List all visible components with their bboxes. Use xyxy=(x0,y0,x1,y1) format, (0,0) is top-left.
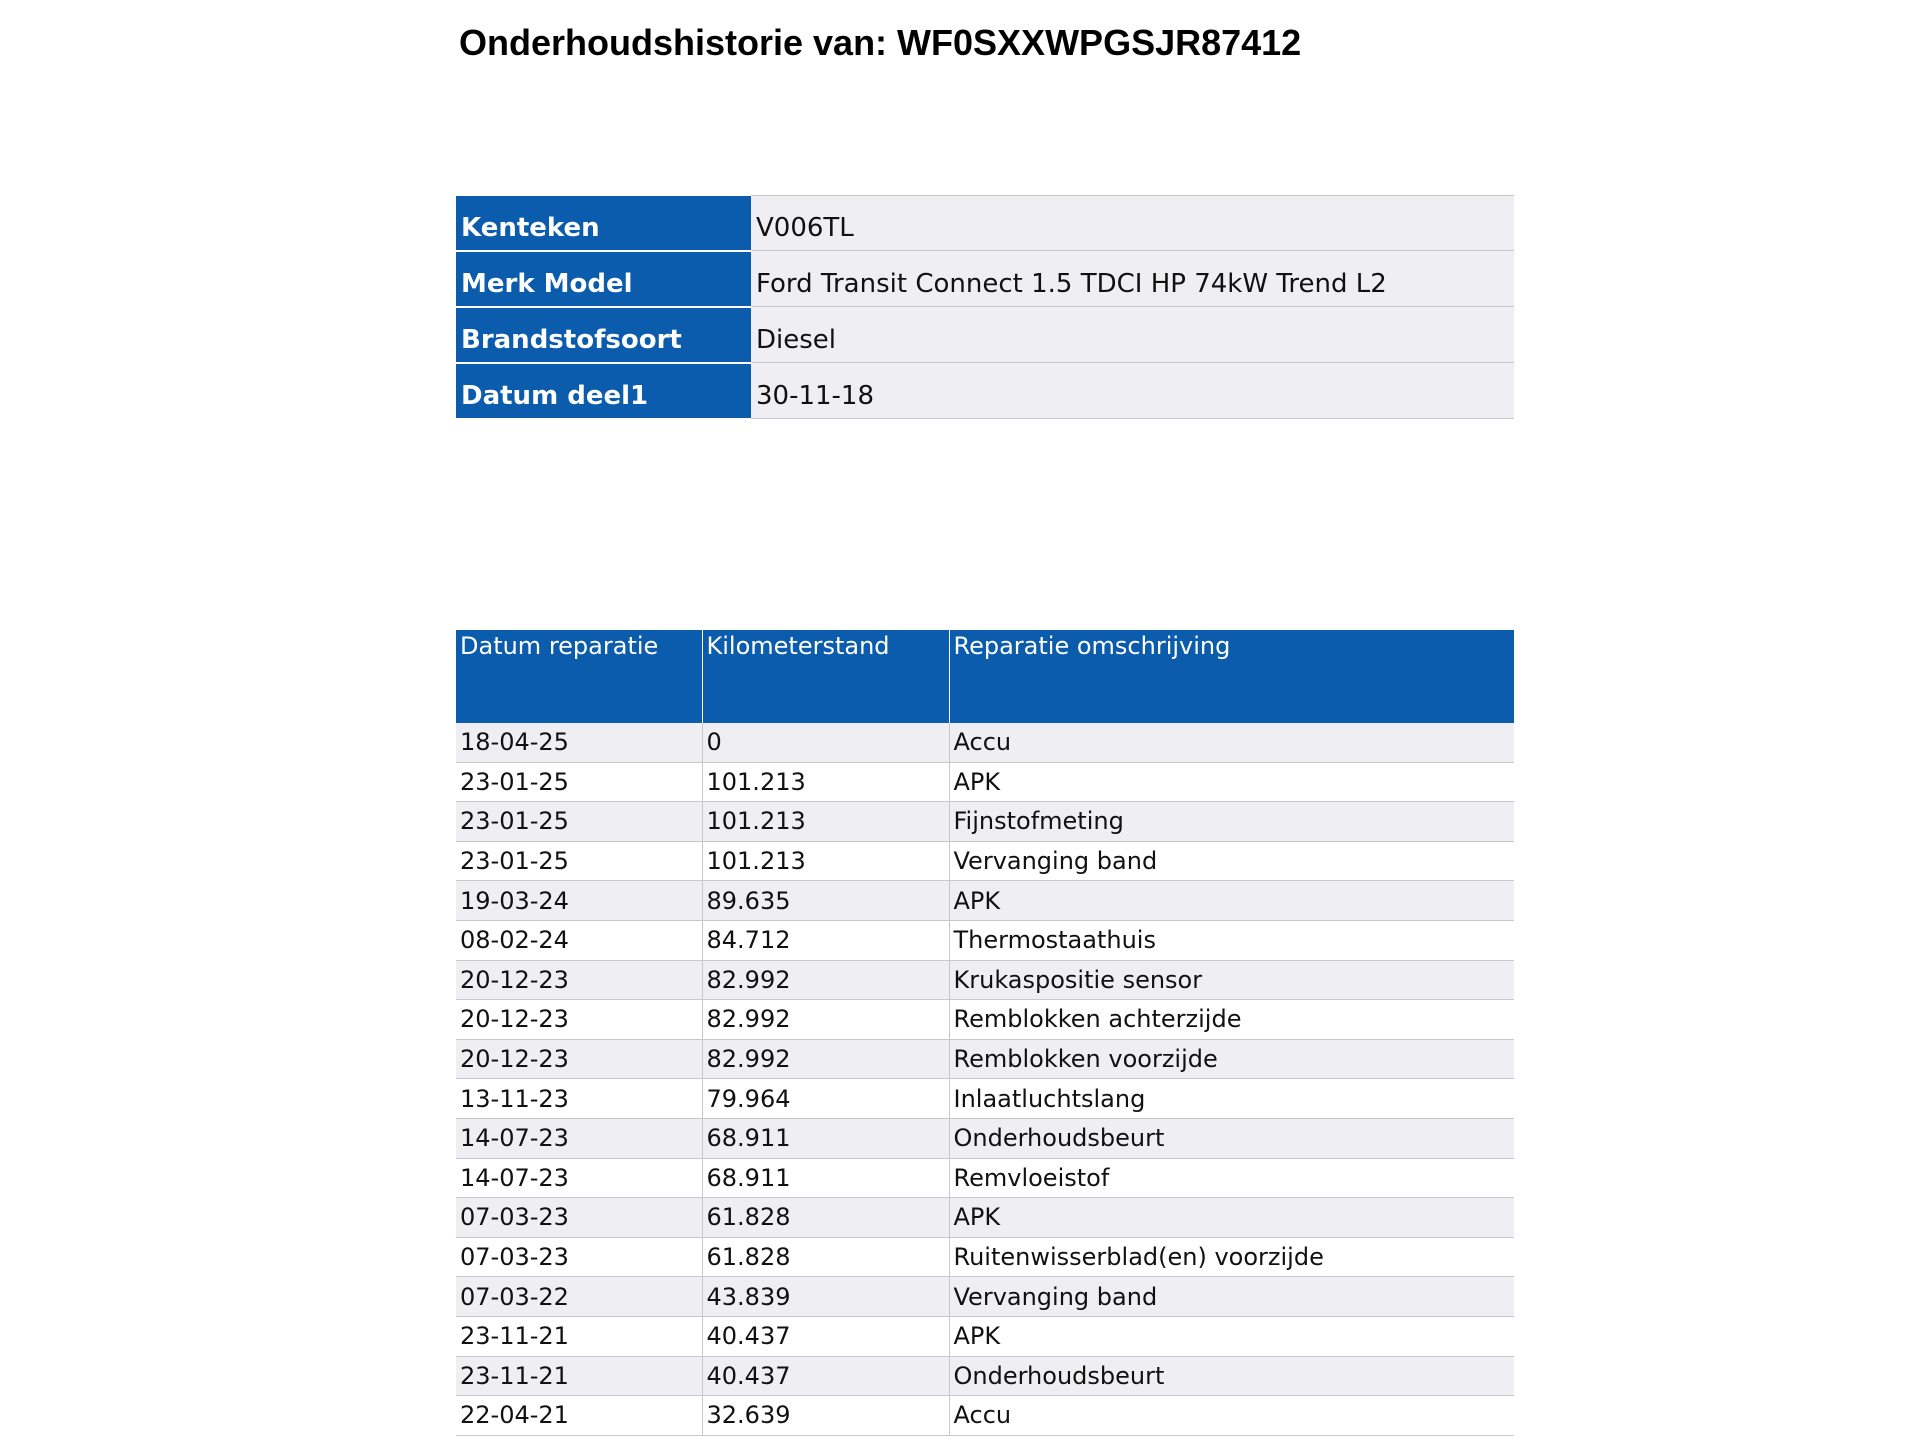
cell-mileage: 82.992 xyxy=(702,1000,949,1040)
cell-date: 23-11-21 xyxy=(456,1356,702,1396)
cell-date: 23-11-21 xyxy=(456,1316,702,1356)
cell-description: Remblokken voorzijde xyxy=(949,1039,1514,1079)
table-row xyxy=(456,960,1514,1000)
cell-date: 23-01-25 xyxy=(456,802,702,842)
table-row xyxy=(456,881,1514,921)
table-row xyxy=(456,1079,1514,1119)
table-row xyxy=(456,723,1514,762)
cell-description: Remvloeistof xyxy=(949,1158,1514,1198)
cell-mileage: 68.911 xyxy=(702,1158,949,1198)
table-row xyxy=(456,1118,1514,1158)
vehicle-label: Kenteken xyxy=(456,196,751,251)
vehicle-info-table xyxy=(456,195,1514,420)
table-row xyxy=(456,1316,1514,1356)
vehicle-value: Ford Transit Connect 1.5 TDCI HP 74kW Trend L2 xyxy=(751,251,1514,307)
column-header-mileage: Kilometerstand xyxy=(702,630,949,723)
cell-date: 23-01-25 xyxy=(456,762,702,802)
cell-description: APK xyxy=(949,1316,1514,1356)
cell-mileage: 61.828 xyxy=(702,1237,949,1277)
cell-mileage: 32.639 xyxy=(702,1396,949,1436)
column-header-description: Reparatie omschrijving xyxy=(949,630,1514,723)
cell-mileage: 89.635 xyxy=(702,881,949,921)
cell-description: Accu xyxy=(949,1396,1514,1436)
cell-description: Fijnstofmeting xyxy=(949,802,1514,842)
cell-mileage: 40.437 xyxy=(702,1316,949,1356)
vehicle-row-datum-deel1 xyxy=(456,363,1514,419)
vehicle-label: Datum deel1 xyxy=(456,363,751,419)
cell-mileage: 0 xyxy=(702,723,949,762)
table-row xyxy=(456,920,1514,960)
vehicle-row-merk-model xyxy=(456,251,1514,307)
table-row xyxy=(456,1356,1514,1396)
cell-mileage: 68.911 xyxy=(702,1118,949,1158)
cell-date: 14-07-23 xyxy=(456,1158,702,1198)
cell-description: Onderhoudsbeurt xyxy=(949,1356,1514,1396)
cell-description: APK xyxy=(949,1198,1514,1238)
vehicle-label: Brandstofsoort xyxy=(456,307,751,363)
table-row xyxy=(456,1277,1514,1317)
cell-date: 14-07-23 xyxy=(456,1118,702,1158)
table-header-row xyxy=(456,630,1514,723)
table-row xyxy=(456,1000,1514,1040)
cell-description: Vervanging band xyxy=(949,1277,1514,1317)
cell-date: 18-04-25 xyxy=(456,723,702,762)
cell-description: Ruitenwisserblad(en) voorzijde xyxy=(949,1237,1514,1277)
cell-description: Remblokken achterzijde xyxy=(949,1000,1514,1040)
cell-date: 07-03-23 xyxy=(456,1237,702,1277)
cell-description: Thermostaathuis xyxy=(949,920,1514,960)
vehicle-label: Merk Model xyxy=(456,251,751,307)
vehicle-row-brandstofsoort xyxy=(456,307,1514,363)
cell-description: Onderhoudsbeurt xyxy=(949,1118,1514,1158)
cell-date: 08-02-24 xyxy=(456,920,702,960)
maintenance-history-table xyxy=(456,630,1514,1436)
cell-date: 07-03-23 xyxy=(456,1198,702,1238)
cell-description: Krukaspositie sensor xyxy=(949,960,1514,1000)
vehicle-value: Diesel xyxy=(751,307,1514,363)
table-row xyxy=(456,1039,1514,1079)
cell-mileage: 61.828 xyxy=(702,1198,949,1238)
cell-date: 20-12-23 xyxy=(456,1000,702,1040)
table-row xyxy=(456,802,1514,842)
cell-mileage: 82.992 xyxy=(702,960,949,1000)
cell-date: 13-11-23 xyxy=(456,1079,702,1119)
cell-mileage: 101.213 xyxy=(702,802,949,842)
table-row xyxy=(456,762,1514,802)
vehicle-row-kenteken xyxy=(456,196,1514,251)
cell-description: Vervanging band xyxy=(949,841,1514,881)
vehicle-value: 30-11-18 xyxy=(751,363,1514,419)
cell-description: APK xyxy=(949,881,1514,921)
table-row xyxy=(456,1158,1514,1198)
cell-mileage: 101.213 xyxy=(702,841,949,881)
cell-description: Inlaatluchtslang xyxy=(949,1079,1514,1119)
cell-date: 22-04-21 xyxy=(456,1396,702,1436)
page-title: Onderhoudshistorie van: WF0SXXWPGSJR87412 xyxy=(459,22,1302,63)
vehicle-value: V006TL xyxy=(751,196,1514,251)
table-row xyxy=(456,1198,1514,1238)
table-row xyxy=(456,1396,1514,1436)
cell-date: 20-12-23 xyxy=(456,960,702,1000)
column-header-date: Datum reparatie xyxy=(456,630,702,723)
cell-mileage: 101.213 xyxy=(702,762,949,802)
cell-mileage: 40.437 xyxy=(702,1356,949,1396)
cell-mileage: 79.964 xyxy=(702,1079,949,1119)
history-rows xyxy=(456,723,1514,1435)
cell-mileage: 43.839 xyxy=(702,1277,949,1317)
table-row xyxy=(456,1237,1514,1277)
cell-description: Accu xyxy=(949,723,1514,762)
cell-mileage: 82.992 xyxy=(702,1039,949,1079)
cell-date: 07-03-22 xyxy=(456,1277,702,1317)
cell-date: 23-01-25 xyxy=(456,841,702,881)
cell-description: APK xyxy=(949,762,1514,802)
cell-mileage: 84.712 xyxy=(702,920,949,960)
cell-date: 19-03-24 xyxy=(456,881,702,921)
table-row xyxy=(456,841,1514,881)
cell-date: 20-12-23 xyxy=(456,1039,702,1079)
